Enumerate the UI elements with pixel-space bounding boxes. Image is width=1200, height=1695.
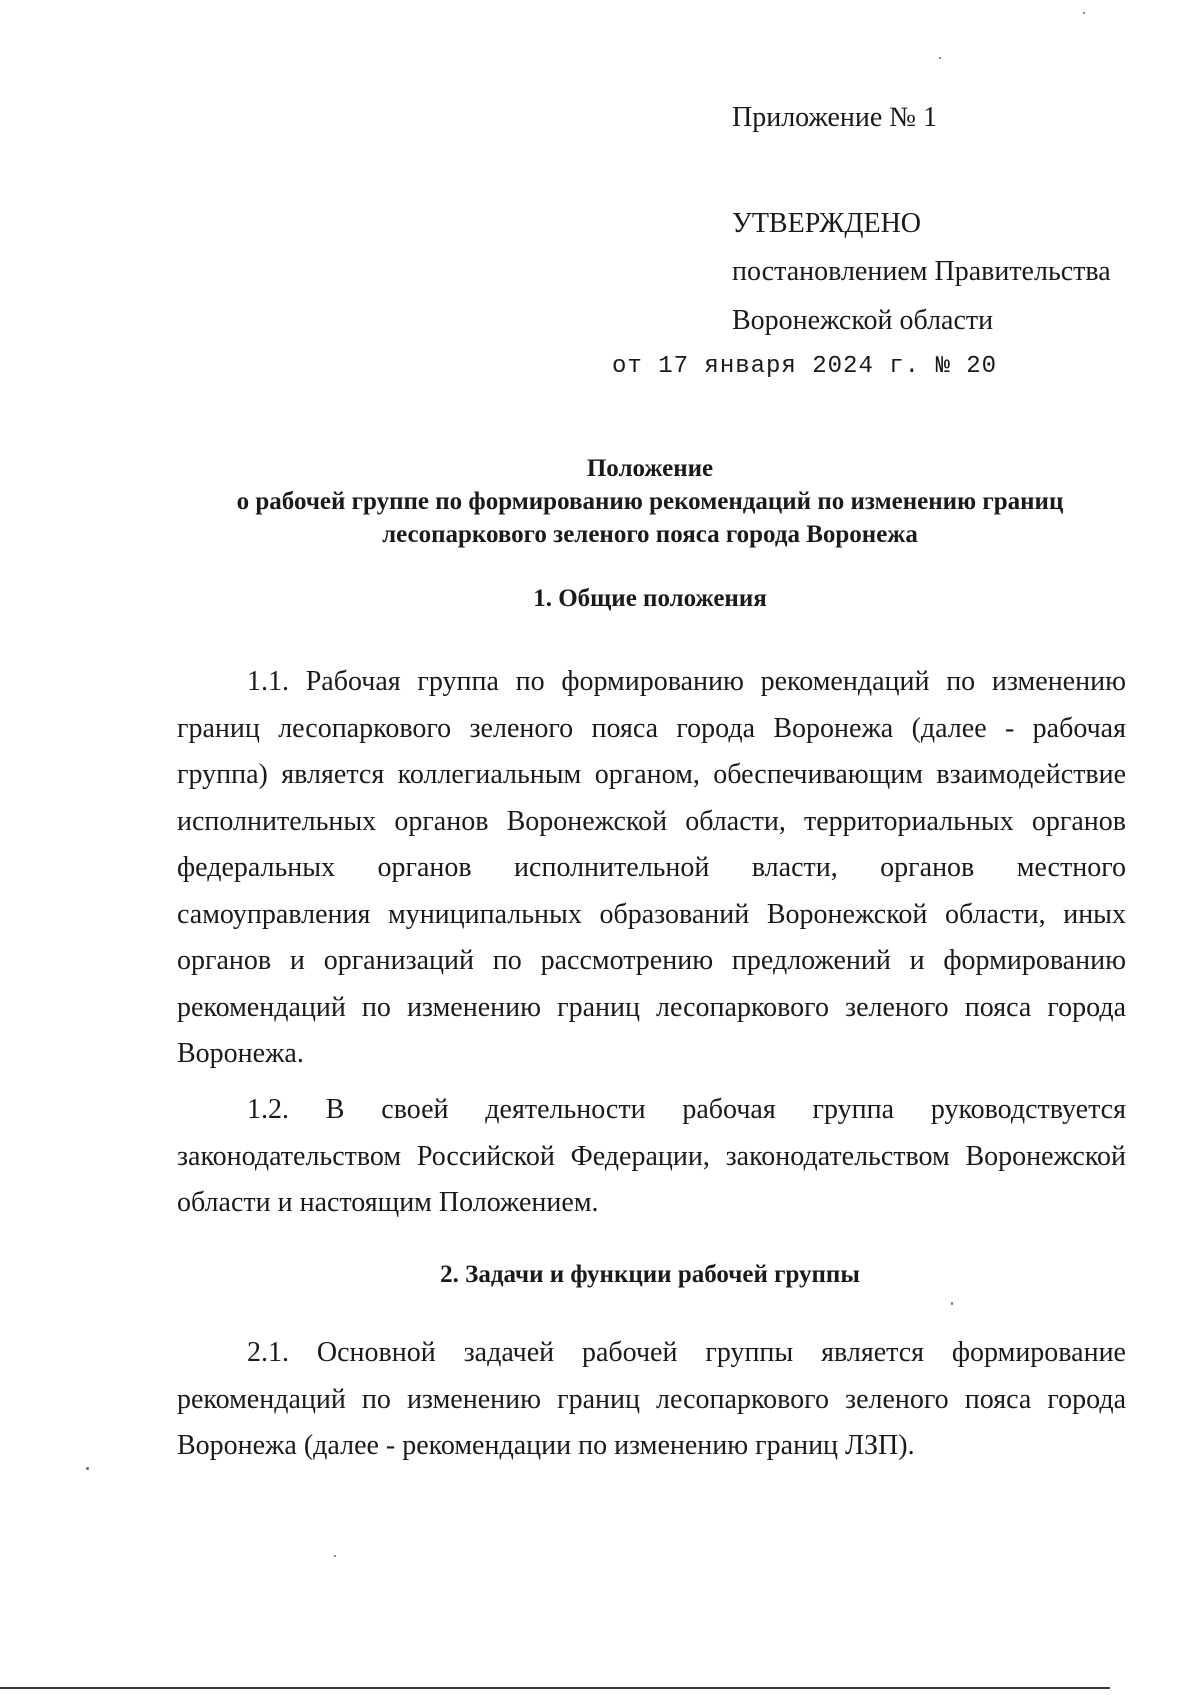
scan-speck: [334, 1555, 336, 1557]
section-heading-general: 1. Общие положения: [533, 585, 767, 612]
paragraph-1-1: 1.1. Рабочая группа по формированию рекомендаций по изменению границ лесопаркового зеленого пояса города Воронежа (далее - рабочая группа) является коллегиальным органом, обеспечивающим взаимодействие исполнительных органов Воронежской области, территориальных органов федеральных органов исполнительной власти, органов местного самоуправления муниципальных образований Воронежской области, иных органов и организаций по рассмотрению предложений и формированию рекомендаций по изменению границ лесопаркового зеленого пояса города Воронежа.: [177, 666, 1126, 1069]
scan-speck: [86, 1467, 89, 1470]
scan-speck: [1083, 12, 1085, 14]
document-title: [140, 452, 1160, 551]
annex-label: Приложение № 1: [732, 102, 937, 133]
scan-speck: [951, 1302, 953, 1305]
title-line-3: лесопаркового зеленого пояса города Воронежа: [382, 521, 918, 548]
approved-stamp: УТВЕРЖДЕНО: [732, 208, 922, 239]
title-line-2: о рабочей группе по формированию рекомендаций по изменению границ: [236, 488, 1064, 515]
page-bottom-rule: [0, 1687, 1110, 1689]
title-line-1: Положение: [586, 455, 714, 482]
decree-date-number: от 17 января 2024 г. № 20: [612, 353, 998, 380]
paragraph-2-1: 2.1. Основной задачей рабочей группы является формирование рекомендаций по изменению границ лесопаркового зеленого пояса города Воронежа (далее - рекомендации по изменению границ ЛЗП).: [177, 1337, 1126, 1461]
scan-speck: [939, 57, 941, 59]
approving-body: постановлением Правительства: [732, 256, 1111, 287]
paragraph-1-2: 1.2. В своей деятельности рабочая группа руководствуется законодательством Российской Федерации, законодательством Воронежской области и настоящим Положением.: [177, 1094, 1126, 1218]
section-heading-tasks: 2. Задачи и функции рабочей группы: [440, 1261, 860, 1288]
approving-region: Воронежской области: [732, 305, 994, 336]
